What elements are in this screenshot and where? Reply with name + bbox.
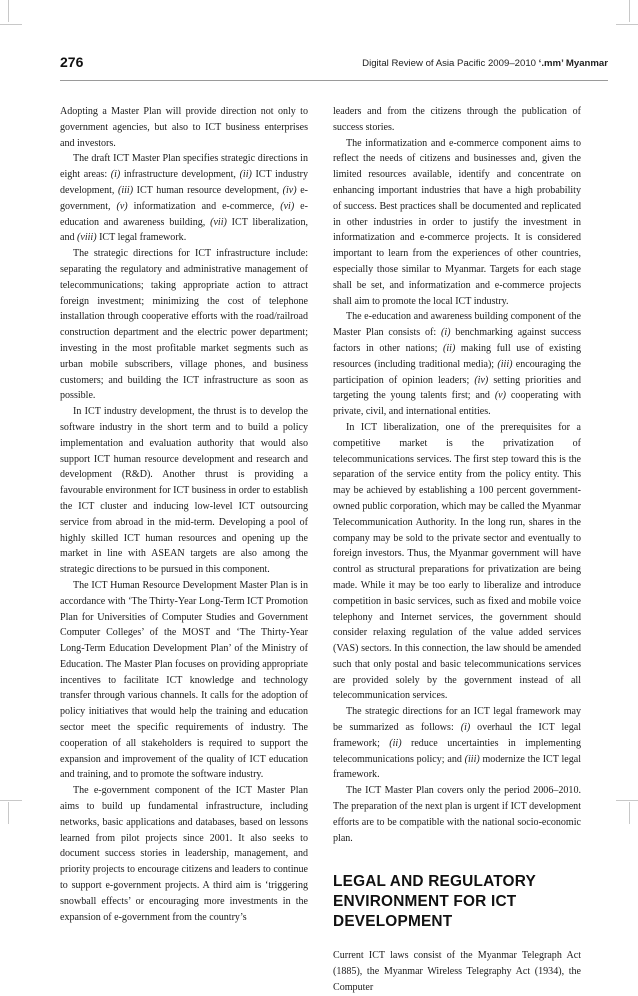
paragraph: The strategic directions for ICT infrastructure include: separating the regulatory and administrative management of telecommunications; taking appropriate action to attract foreign investment; minimizing the cost of telephone installation through cooperative efforts with the road/railroad construction department and the electric power department; investing in the most profitable market segments such as urban mobile subscribers, village phones, and business customers; and building the ICT infrastructure as soon as possible.: [60, 248, 308, 402]
running-title: Digital Review of Asia Pacific 2009–2010: [362, 58, 536, 69]
paragraph: Adopting a Master Plan will provide direction not only to government agencies, but also to ICT business enterprises and investors.: [60, 106, 308, 149]
right-column: [333, 104, 581, 996]
paragraph: The ICT Master Plan covers only the period 2006–2010. The preparation of the next plan is urgent if ICT development efforts are to be compatible with the national socio-economic plan.: [333, 785, 581, 844]
paragraph: The ICT Human Resource Development Master Plan is in accordance with ‘The Thirty-Year Long-Term ICT Promotion Plan for Universities of Computer Studies and Government Computer Colleges’ of the MOST and ‘The Thirty-Year Long-Term Education Development Plan’ of the Ministry of Education. The Master Plan focuses on providing appropriate incentives to facilitate ICT knowledge and technology transfer through various channels. It calls for the adoption of policy initiatives that would help the training and education sector meet the specific requirements of industry. The cooperation of all stakeholders is required to support the expansion and improvement of the quality of ICT education and training, and to promote the software industry.: [60, 579, 308, 781]
paragraph: The e-government component of the ICT Master Plan aims to build up fundamental infrastructure, including networks, basic applications and databases, based on lessons learned from pilot projects since 2001. It also seeks to document success stories in leadership, management, and priority projects to encourage citizens and leaders to continue to support e-government projects. A third aim is ‘triggering snowball effects’ or encouraging more investments in the expansion of e-government from the country’s: [60, 785, 308, 923]
crop-mark: [629, 0, 630, 22]
paragraph: In ICT industry development, the thrust is to develop the software industry in the short term and to build a policy implementation and evaluation authority that would also support ICT human resource development and research and development (R&D). Another thrust is providing a favourable environment for ICT business in order to establish the ICT cluster and inducing low-level ICT outsourcing service from abroad in the mid-term. Developing a pool of highly skilled ICT human resources and opening up the market in line with ASEAN targets are also among the strategic directions to be pursued in this component.: [60, 406, 308, 576]
crop-mark: [616, 800, 638, 801]
paragraph: The e-education and awareness building component of the Master Plan consists of: (i) benchmarking against success factors in other nations; (ii) making full use of existing resources (including traditional media); (iii) encouraging the participation of opinion leaders; (iv) setting priorities and targeting the young talents first; and (v) cooperating with private, civil, and international entities.: [333, 311, 582, 418]
paragraph: The informatization and e-commerce component aims to reflect the needs of citizens and businesses and, given the limited resources available, identify and concentrate on enhancing important industries that have a high probability of success. Best practices shall be documented and replicated in other industries in order to justify the investment in informatization and e-commerce projects. It is considered important to learn from the experiences of other countries, especially those similar to Myanmar. Targets for each stage shall be set, and informatization and e-commerce projects shall aim to promote the local ICT industry.: [333, 137, 581, 307]
crop-mark: [0, 24, 22, 25]
page-number: 276: [60, 54, 84, 70]
running-section: ‘.mm’ Myanmar: [538, 58, 608, 69]
paragraph: The strategic directions for an ICT legal framework may be summarized as follows: (i) overhaul the ICT legal framework; (ii) reduce uncertainties in implementing telecommunications policy; and (iii) modernize the ICT legal framework.: [333, 706, 582, 781]
paragraph: The draft ICT Master Plan specifies strategic directions in eight areas: (i) infrastructure development, (ii) ICT industry development, (iii) ICT human resource development, (iv) e-government, (v) informatization and e-commerce, (vi) e-education and awareness building, (vii) ICT liberalization, and (viii) ICT legal framework.: [60, 153, 308, 244]
crop-mark: [0, 800, 22, 801]
crop-mark: [629, 802, 630, 824]
header-rule: [60, 80, 608, 81]
running-head: [362, 58, 608, 69]
crop-mark: [8, 0, 9, 22]
paragraph: leaders and from the citizens through the publication of success stories.: [333, 106, 581, 133]
left-column: [60, 104, 308, 925]
crop-mark: [616, 24, 638, 25]
paragraph: Current ICT laws consist of the Myanmar Telegraph Act (1885), the Myanmar Wireless Telegraphy Act (1934), the Computer: [333, 950, 581, 994]
crop-mark: [8, 802, 9, 824]
section-heading: LEGAL AND REGULATORY ENVIRONMENT FOR ICT DEVELOPMENT: [333, 873, 536, 931]
paragraph: In ICT liberalization, one of the prerequisites for a competitive market is the privatization of telecommunications services. The first step toward this is the separation of the service entity from the policy entity. This may be achieved by establishing a 100 percent government-owned public corporation, which may be called the Myanmar Telecommunication Authority. In the long run, shares in the company may be sold to the private sector and eventually to foreign investors. Thus, the Myanmar government will have control as structural preparations for privatization are being made. While it may be too early to liberalize and introduce competition in basic services, such as fixed and mobile voice telephony and Internet services, the government should consider relaxing regulation of the value added services (VAS) sectors. In this connection, the law should be amended such that only postal and basic telecommunications services are provided solely by the government instead of all telecommunication services.: [333, 421, 581, 702]
